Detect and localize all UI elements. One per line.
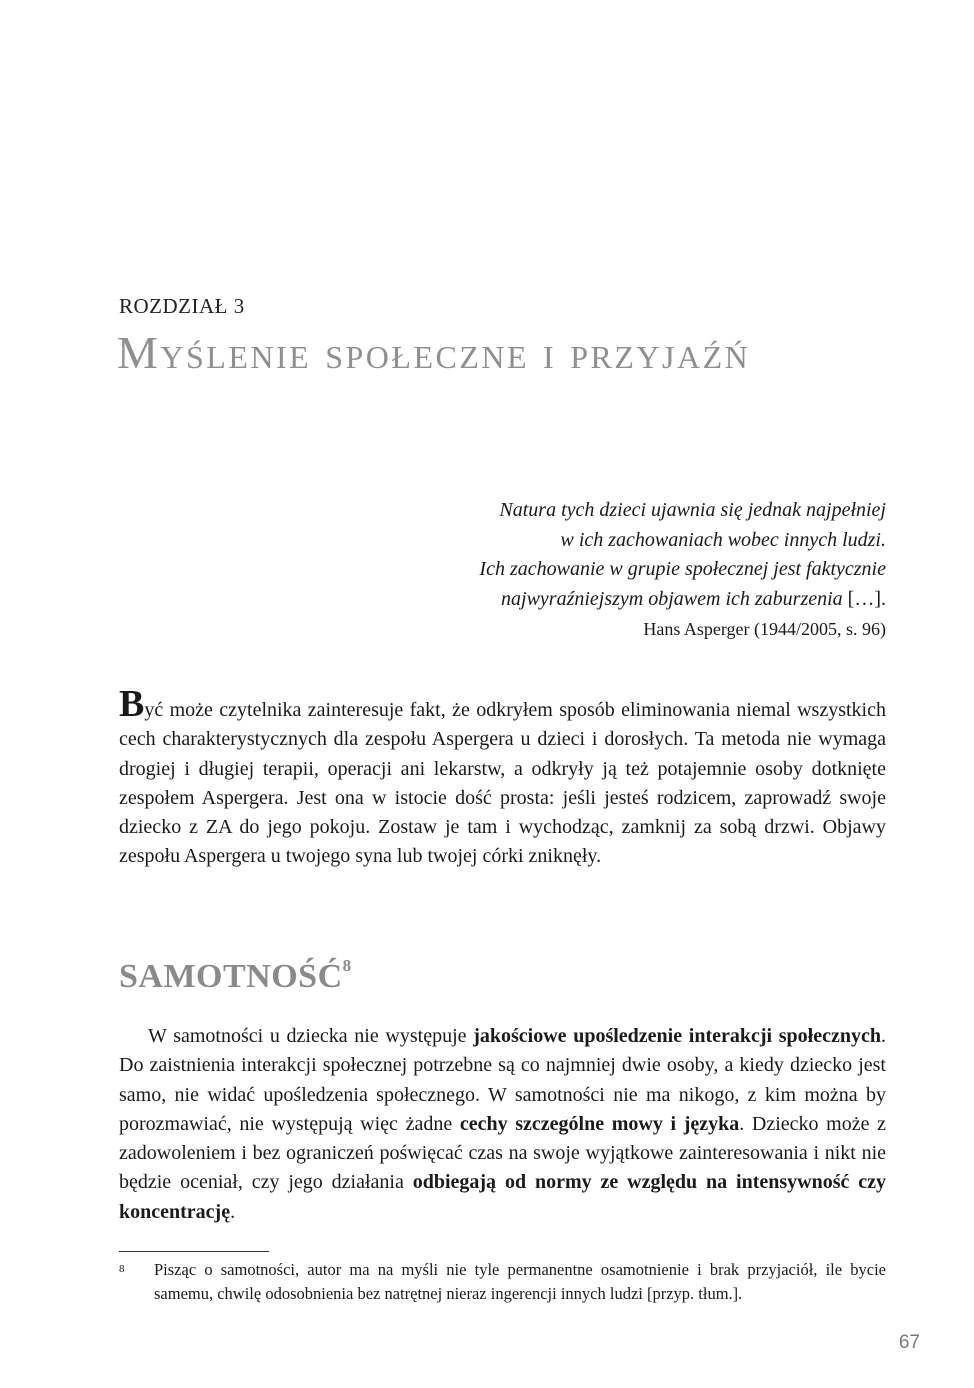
footnote-reference: 8 <box>342 956 352 975</box>
intro-paragraph <box>119 683 886 872</box>
drop-cap: B <box>119 683 145 725</box>
bold-term: jakościowe upośledzenie interakcji społecznych <box>473 1025 881 1047</box>
chapter-title: Myślenie społeczne i przyjaźń <box>117 327 751 378</box>
epigraph-ellipsis: […]. <box>842 587 886 610</box>
epigraph-line: najwyraźniejszym objawem ich zaburzenia <box>501 587 843 610</box>
footnote-number: 8 <box>119 1263 125 1275</box>
footnote-rule <box>119 1251 269 1252</box>
text-segment: . Dziecko może z zadowoleniem i bez ograniczeń poświęcać czas na swoje wyjątkowe zainteresowania i nikt nie będzie oceniał, czy jego działania <box>119 1112 886 1194</box>
epigraph-line: Natura tych dzieci ujawnia się jednak najpełniej <box>499 499 886 521</box>
epigraph-attribution: Hans Asperger (1944/2005, s. 96) <box>643 619 886 639</box>
text-segment: . <box>230 1200 236 1223</box>
section-heading-text: SAMOTNOŚĆ <box>119 958 343 995</box>
footnote <box>119 1258 886 1306</box>
footnote-text: Pisząc o samotności, autor ma na myśli nie tyle permanentne osamotnienie i brak przyjaciół, ile bycie samemu, chwilę odosobnienia bez natrętnej nieraz ingerencji innych ludzi [przyp. tłum.]. <box>154 1260 886 1303</box>
epigraph-line: Ich zachowanie w grupie społecznej jest faktycznie <box>479 558 886 580</box>
bold-term: cechy szczególne mowy i języka <box>459 1112 740 1135</box>
section-paragraph <box>119 1022 886 1227</box>
intro-text: yć może czytelnika zainteresuje fakt, że odkryłem sposób eliminowania niemal wszystkich cech charakterystycznych dla zespołu Aspergera u dzieci i dorosłych. Ta metoda nie wymaga drogiej i długiej terapii, operacji ani lekarstw, a odkryły ją też potajemnie osoby dotknięte zespołem Aspergera. Jest ona w istocie dość prosta: jeśli jesteś rodzicem, zaprowadź swoje dziecko z ZA do jego pokoju. Zostaw je tam i wychodząc, zamknij za sobą drzwi. Objawy zespołu Aspergera u twojego syna lub twojej córki zniknęły. <box>119 699 886 868</box>
bold-term: odbiegają od normy ze względu na intensywność czy koncentrację <box>119 1171 887 1223</box>
epigraph-line: w ich zachowaniach wobec innych ludzi. <box>560 528 886 551</box>
text-segment: W samotności u dziecka nie występuje <box>148 1025 474 1047</box>
chapter-label: ROZDZIAŁ 3 <box>119 294 245 318</box>
page-number: 67 <box>898 1332 920 1353</box>
text-segment: . Do zaistnienia interakcji społecznej potrzebne są co najmniej dwie osoby, a kiedy dziecko jest samo, nie widać upośledzenia społecznego. W samotności nie ma nikogo, z kim można by porozmawiać, nie występują więc żadne <box>119 1025 886 1135</box>
epigraph-last-line <box>326 585 886 615</box>
section-heading <box>119 958 352 996</box>
epigraph <box>326 496 886 645</box>
